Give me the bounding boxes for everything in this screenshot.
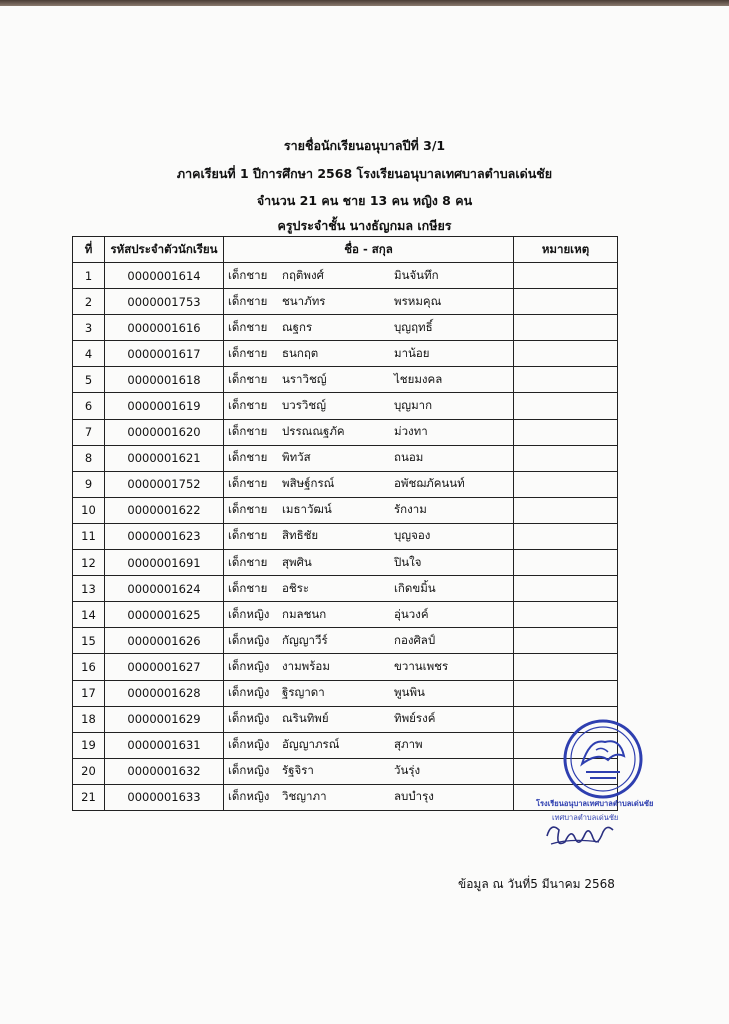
student-id: 0000001631 bbox=[105, 732, 224, 758]
name-title: เด็กชาย bbox=[228, 450, 268, 465]
row-number: 13 bbox=[73, 576, 105, 602]
name-title: เด็กชาย bbox=[228, 267, 268, 282]
table-row bbox=[73, 628, 618, 654]
student-name-cell bbox=[224, 367, 514, 393]
last-name: ไชยมงคล bbox=[394, 371, 443, 386]
name-title: เด็กชาย bbox=[228, 554, 268, 569]
last-name: อุ่นวงค์ bbox=[394, 606, 429, 621]
student-name-cell bbox=[224, 419, 514, 445]
student-name-cell bbox=[224, 445, 514, 471]
first-name: ณฐกร bbox=[282, 319, 313, 334]
last-name: พูนพิน bbox=[394, 685, 425, 700]
student-id: 0000001624 bbox=[105, 576, 224, 602]
first-name: เมธาวัฒน์ bbox=[282, 502, 332, 517]
first-name: นราวิชญ์ bbox=[282, 371, 327, 386]
student-name-cell bbox=[224, 732, 514, 758]
last-name: รักงาม bbox=[394, 502, 427, 517]
student-id: 0000001753 bbox=[105, 289, 224, 315]
row-number: 1 bbox=[73, 263, 105, 289]
name-title: เด็กหญิง bbox=[228, 711, 270, 726]
first-name: อชิระ bbox=[282, 580, 310, 595]
row-number: 15 bbox=[73, 628, 105, 654]
table-row bbox=[73, 393, 618, 419]
table-row bbox=[73, 602, 618, 628]
name-title: เด็กหญิง bbox=[228, 789, 270, 804]
name-title: เด็กชาย bbox=[228, 398, 268, 413]
note-cell bbox=[514, 367, 618, 393]
teacher-line: ครูประจำชั้น นางธัญกมล เกษียร bbox=[277, 218, 452, 233]
last-name: ขวานเพชร bbox=[394, 658, 449, 673]
name-title: เด็กหญิง bbox=[228, 658, 270, 673]
table-row bbox=[73, 289, 618, 315]
student-id: 0000001691 bbox=[105, 550, 224, 576]
student-name-cell bbox=[224, 758, 514, 784]
first-name: ชนาภัทร bbox=[282, 293, 326, 308]
last-name: ถนอม bbox=[394, 450, 424, 465]
row-number: 4 bbox=[73, 341, 105, 367]
last-name: สุภาพ bbox=[394, 737, 423, 752]
note-cell bbox=[514, 263, 618, 289]
student-id: 0000001752 bbox=[105, 471, 224, 497]
note-cell bbox=[514, 602, 618, 628]
last-name: ม่วงทา bbox=[394, 424, 428, 439]
row-number: 12 bbox=[73, 550, 105, 576]
last-name: มินจันทึก bbox=[394, 267, 439, 282]
student-name-cell bbox=[224, 680, 514, 706]
student-name-cell bbox=[224, 654, 514, 680]
note-cell bbox=[514, 419, 618, 445]
last-name: บุญมาก bbox=[394, 398, 433, 413]
last-name: อพัชฌภัคนนท์ bbox=[394, 476, 465, 491]
row-number: 6 bbox=[73, 393, 105, 419]
student-count-line: จำนวน 21 คน ชาย 13 คน หญิง 8 คน bbox=[256, 193, 473, 208]
first-name: รัฐจิรา bbox=[282, 763, 314, 778]
student-name-cell bbox=[224, 576, 514, 602]
first-name: ณรินทิพย์ bbox=[282, 711, 329, 726]
header-name: ชื่อ - สกุล bbox=[224, 237, 514, 263]
row-number: 11 bbox=[73, 523, 105, 549]
student-id: 0000001618 bbox=[105, 367, 224, 393]
first-name: อัญญาภรณ์ bbox=[282, 737, 340, 752]
name-title: เด็กหญิง bbox=[228, 763, 270, 778]
name-title: เด็กหญิง bbox=[228, 632, 270, 647]
name-title: เด็กชาย bbox=[228, 345, 268, 360]
first-name: พสิษฐ์กรณ์ bbox=[282, 476, 335, 491]
last-name: ทิพย์รงค์ bbox=[394, 711, 436, 726]
first-name: กมลชนก bbox=[282, 606, 327, 621]
school-stamp bbox=[560, 716, 646, 802]
name-title: เด็กชาย bbox=[228, 502, 268, 517]
note-cell bbox=[514, 550, 618, 576]
name-title: เด็กชาย bbox=[228, 476, 268, 491]
student-name-cell bbox=[224, 315, 514, 341]
row-number: 8 bbox=[73, 445, 105, 471]
name-title: เด็กชาย bbox=[228, 319, 268, 334]
name-title: เด็กชาย bbox=[228, 371, 268, 386]
header-note: หมายเหตุ bbox=[514, 237, 618, 263]
student-name-cell bbox=[224, 550, 514, 576]
table-row bbox=[73, 341, 618, 367]
stamp-text-municipality: เทศบาลตำบลเด่นชัย bbox=[552, 813, 619, 822]
student-name-cell bbox=[224, 341, 514, 367]
table-row bbox=[73, 732, 618, 758]
row-number: 10 bbox=[73, 497, 105, 523]
first-name: บวรวิชญ์ bbox=[282, 398, 326, 413]
table-row bbox=[73, 497, 618, 523]
note-cell bbox=[514, 289, 618, 315]
table-row bbox=[73, 680, 618, 706]
name-title: เด็กชาย bbox=[228, 528, 268, 543]
note-cell bbox=[514, 497, 618, 523]
first-name: ธนกฤต bbox=[282, 345, 319, 360]
first-name: พิทวัส bbox=[282, 450, 311, 465]
row-number: 21 bbox=[73, 784, 105, 810]
student-name-cell bbox=[224, 471, 514, 497]
student-id: 0000001620 bbox=[105, 419, 224, 445]
student-table bbox=[72, 236, 618, 811]
student-id: 0000001625 bbox=[105, 602, 224, 628]
student-id: 0000001621 bbox=[105, 445, 224, 471]
first-name: วิชญาภา bbox=[282, 789, 327, 804]
student-id: 0000001614 bbox=[105, 263, 224, 289]
student-id: 0000001622 bbox=[105, 497, 224, 523]
table-row bbox=[73, 445, 618, 471]
note-cell bbox=[514, 628, 618, 654]
student-name-cell bbox=[224, 602, 514, 628]
table-row bbox=[73, 576, 618, 602]
name-title: เด็กหญิง bbox=[228, 606, 270, 621]
last-name: บุญจอง bbox=[394, 528, 431, 543]
first-name: สุพศิน bbox=[282, 554, 312, 569]
student-id: 0000001633 bbox=[105, 784, 224, 810]
student-name-cell bbox=[224, 523, 514, 549]
signature bbox=[541, 808, 621, 854]
student-name-cell bbox=[224, 263, 514, 289]
note-cell bbox=[514, 680, 618, 706]
note-cell bbox=[514, 654, 618, 680]
student-name-cell bbox=[224, 706, 514, 732]
name-title: เด็กชาย bbox=[228, 424, 268, 439]
last-name: มาน้อย bbox=[394, 345, 430, 360]
student-id: 0000001623 bbox=[105, 523, 224, 549]
student-name-cell bbox=[224, 784, 514, 810]
table-row bbox=[73, 367, 618, 393]
student-id: 0000001627 bbox=[105, 654, 224, 680]
student-name-cell bbox=[224, 289, 514, 315]
name-title: เด็กชาย bbox=[228, 293, 268, 308]
table-row bbox=[73, 654, 618, 680]
student-id: 0000001626 bbox=[105, 628, 224, 654]
row-number: 2 bbox=[73, 289, 105, 315]
row-number: 7 bbox=[73, 419, 105, 445]
student-id: 0000001628 bbox=[105, 680, 224, 706]
student-name-cell bbox=[224, 393, 514, 419]
stamp-text-school: โรงเรียนอนุบาลเทศบาลตำบลเด่นชัย bbox=[536, 799, 654, 808]
row-number: 5 bbox=[73, 367, 105, 393]
semester-line: ภาคเรียนที่ 1 ปีการศึกษา 2568 โรงเรียนอนุบาลเทศบาลตำบลเด่นชัย bbox=[176, 166, 553, 181]
note-cell bbox=[514, 315, 618, 341]
page-top-edge bbox=[0, 0, 729, 6]
row-number: 3 bbox=[73, 315, 105, 341]
student-id: 0000001629 bbox=[105, 706, 224, 732]
table-row bbox=[73, 523, 618, 549]
table-row bbox=[73, 706, 618, 732]
last-name: พรหมคุณ bbox=[394, 293, 442, 308]
table-row bbox=[73, 315, 618, 341]
first-name: กัญญาวีร์ bbox=[282, 632, 328, 647]
document-title: รายชื่อนักเรียนอนุบาลปีที่ 3/1 bbox=[283, 138, 446, 153]
student-id: 0000001616 bbox=[105, 315, 224, 341]
table-header-row bbox=[73, 237, 618, 263]
first-name: กฤติพงศ์ bbox=[282, 267, 324, 282]
last-name: วันรุ่ง bbox=[394, 763, 421, 778]
row-number: 18 bbox=[73, 706, 105, 732]
note-cell bbox=[514, 576, 618, 602]
first-name: งามพร้อม bbox=[282, 658, 330, 673]
header-student-id: รหัสประจำตัวนักเรียน bbox=[105, 237, 224, 263]
table-row bbox=[73, 419, 618, 445]
student-id: 0000001617 bbox=[105, 341, 224, 367]
table-row bbox=[73, 471, 618, 497]
student-id: 0000001619 bbox=[105, 393, 224, 419]
name-title: เด็กหญิง bbox=[228, 737, 270, 752]
table-row bbox=[73, 550, 618, 576]
header-no: ที่ bbox=[73, 237, 105, 263]
note-cell bbox=[514, 523, 618, 549]
student-id: 0000001632 bbox=[105, 758, 224, 784]
name-title: เด็กหญิง bbox=[228, 685, 270, 700]
last-name: บุญฤทธิ์ bbox=[394, 319, 433, 334]
last-name: เกิดขมิ้น bbox=[394, 580, 436, 595]
row-number: 9 bbox=[73, 471, 105, 497]
data-date-note: ข้อมูล ณ วันที่5 มีนาคม 2568 bbox=[458, 877, 615, 891]
first-name: ฐิรญาดา bbox=[282, 685, 325, 700]
row-number: 14 bbox=[73, 602, 105, 628]
last-name: ลบบำรุง bbox=[394, 789, 434, 804]
row-number: 16 bbox=[73, 654, 105, 680]
student-name-cell bbox=[224, 497, 514, 523]
last-name: ปินใจ bbox=[394, 554, 422, 569]
table-row bbox=[73, 263, 618, 289]
row-number: 19 bbox=[73, 732, 105, 758]
note-cell bbox=[514, 341, 618, 367]
first-name: สิทธิชัย bbox=[282, 528, 319, 543]
row-number: 20 bbox=[73, 758, 105, 784]
student-name-cell bbox=[224, 628, 514, 654]
note-cell bbox=[514, 471, 618, 497]
note-cell bbox=[514, 445, 618, 471]
note-cell bbox=[514, 393, 618, 419]
table-row bbox=[73, 758, 618, 784]
name-title: เด็กชาย bbox=[228, 580, 268, 595]
first-name: ปรรณณฐภัค bbox=[282, 424, 345, 439]
row-number: 17 bbox=[73, 680, 105, 706]
last-name: กองศิลป์ bbox=[394, 632, 436, 647]
